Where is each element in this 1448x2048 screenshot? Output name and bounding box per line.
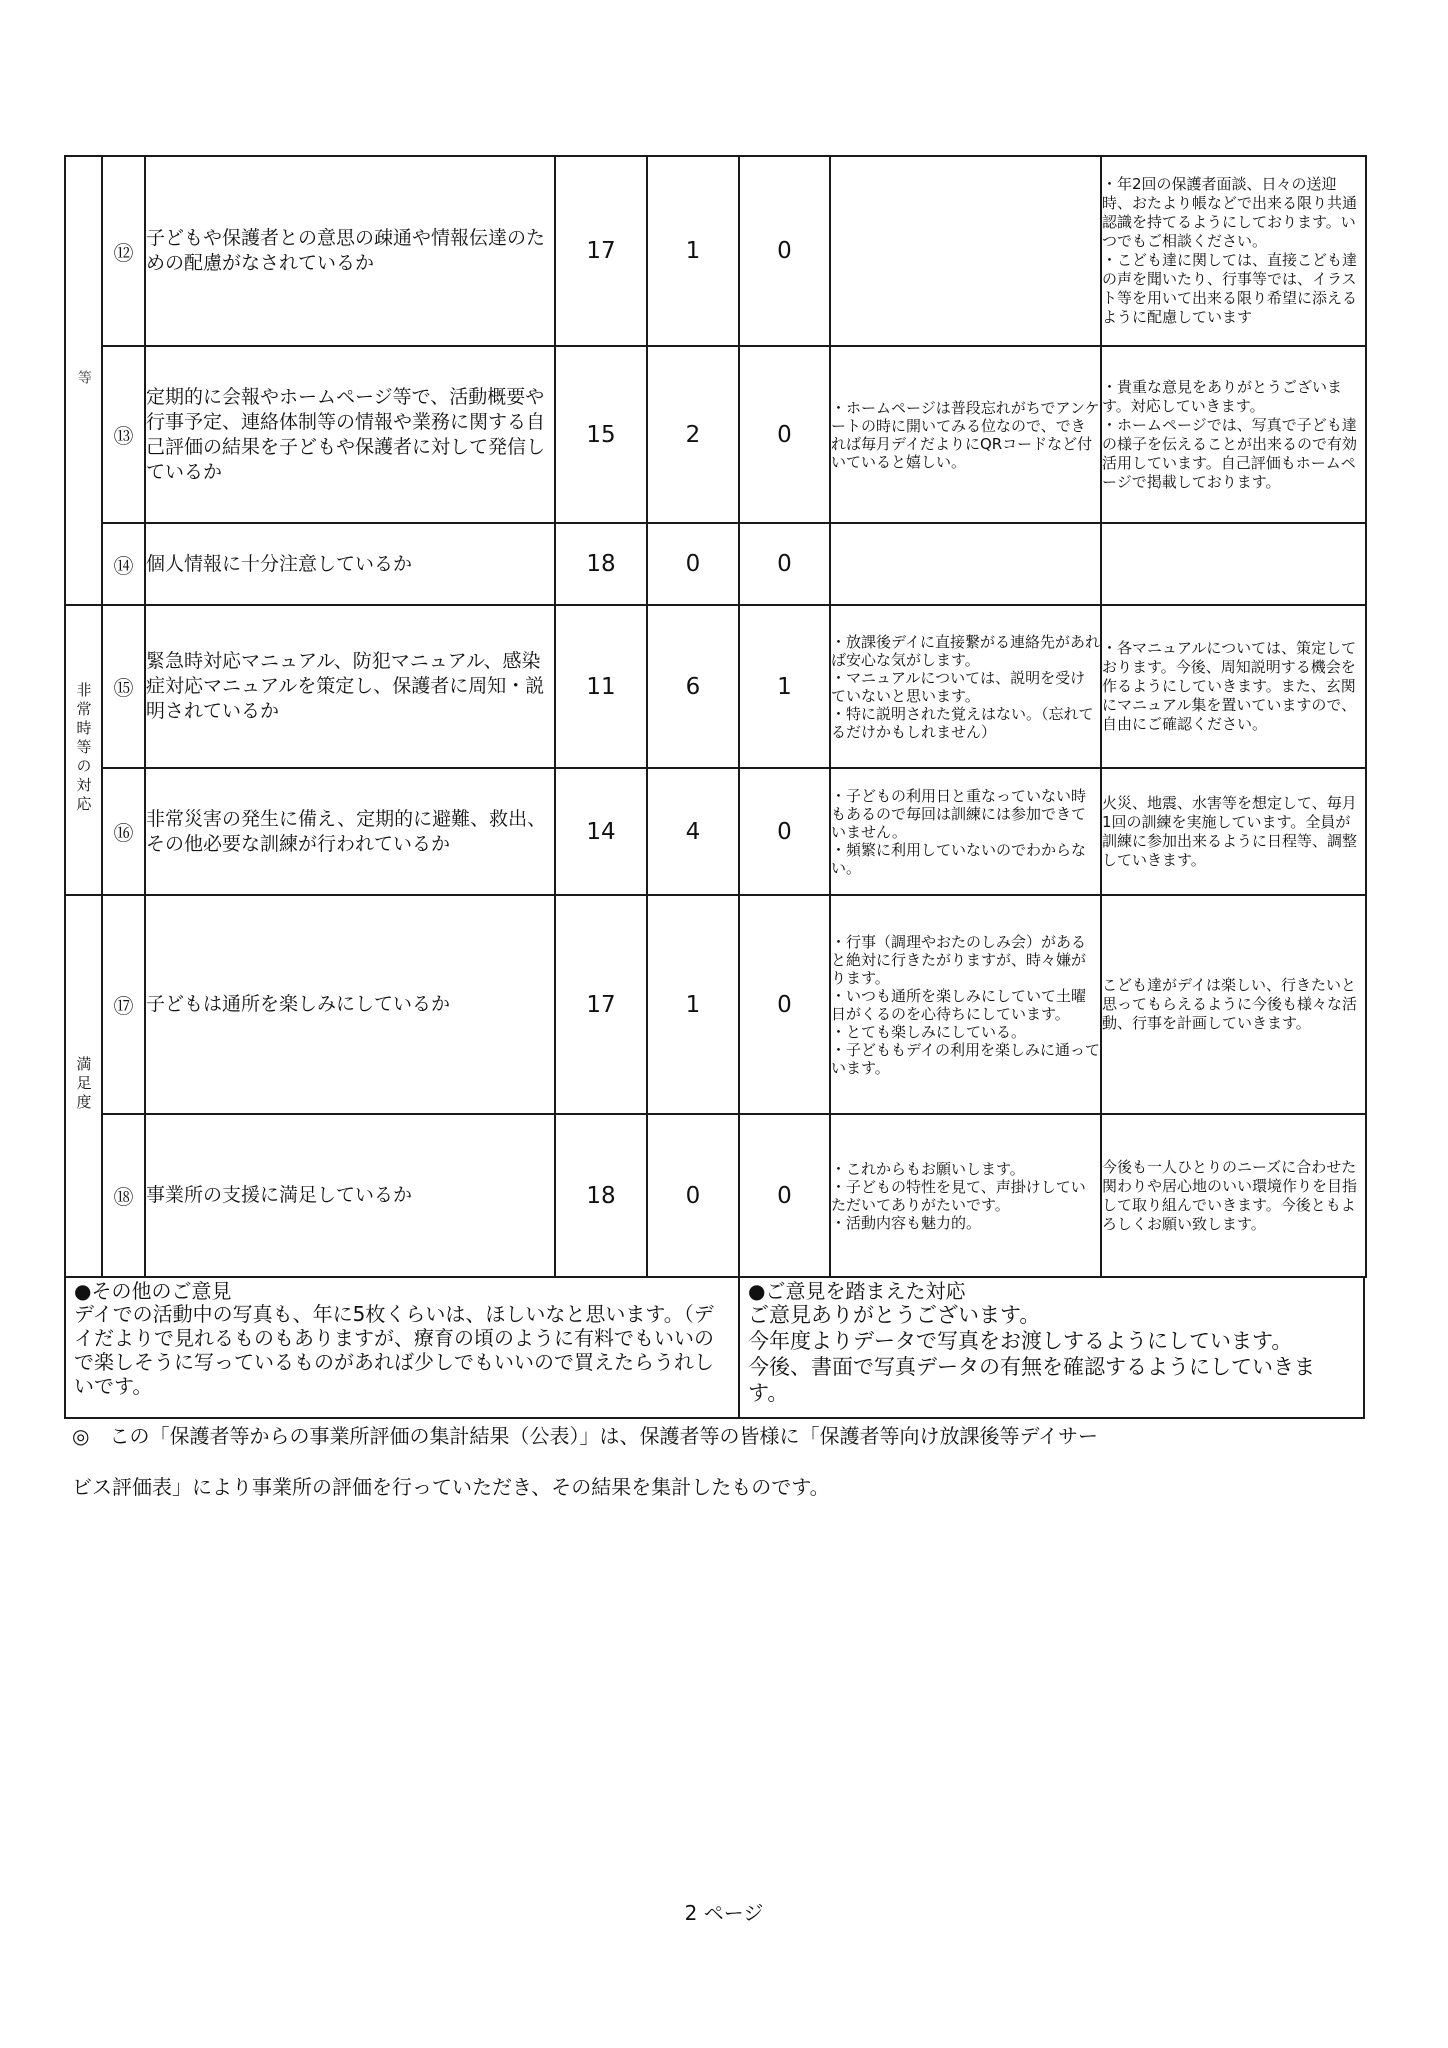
yes-count: 18 [555,1114,647,1277]
table-row [65,605,1366,768]
table-row [65,523,1366,605]
category-label: 満足度 [74,1055,93,1113]
parent-comment: ・行事（調理やおたのしみ会）があると絶対に行きたがりますが、時々嫌がります。 ・いつも通所を楽しみにしていて土曜日がくるのを心待ちにしています。 ・とても楽しみにしている。 ・子どももデイの利用を楽しみに通っています。 [830,895,1101,1114]
footnote-line-1: ◎ この「保護者等からの事業所評価の集計結果（公表）」は、保護者等の皆様に「保護者等向け放課後等デイサー [72,1424,1099,1448]
parent-comment: ・ホームページは普段忘れがちでアンケートの時に開いてみる位なので、できれば毎月デイだよりにQRコードなど付いていると嬉しい。 [830,346,1101,523]
yes-count: 14 [555,768,647,895]
footnote-line-2: ビス評価表」により事業所の評価を行っていただき、その結果を集計したものです。 [72,1475,830,1499]
question-text: 事業所の支援に満足しているか [145,1114,555,1277]
question-text: 定期的に会報やホームページ等で、活動概要や行事予定、連絡体制等の情報や業務に関する自己評価の結果を子どもや保護者に対して発信しているか [145,346,555,523]
yes-count: 11 [555,605,647,768]
evaluation-table [64,155,1367,1278]
question-text: 個人情報に十分注意しているか [145,523,555,605]
table-row [65,156,1366,346]
parent-comment [830,156,1101,346]
other-opinions-text: デイでの活動中の写真も、年に5枚くらいは、ほしいなと思います。（デイだよりで見れるものもありますが、療育の頃のように有料でもいいので楽しそうに写っているものがあれば少しでもいいので買えたらうれしいです。 [74,1302,714,1398]
response-text: ご意見ありがとうございます。 今年度よりデータで写真をお渡しするようにしています。 今後、書面で写真データの有無を確認するようにしていきます。 [748,1303,1315,1405]
parent-comment: ・放課後デイに直接繋がる連絡先があれば安心な気がします。 ・マニュアルについては、説明を受けていないと思います。 ・特に説明された覚えはない。（忘れてるだけかもしれません） [830,605,1101,768]
yes-count: 15 [555,346,647,523]
facility-response: 火災、地震、水害等を想定して、毎月1回の訓練を実施しています。全員が訓練に参加出来るように日程等、調整していきます。 [1101,768,1366,895]
facility-response: 今後も一人ひとりのニーズに合わせた関わりや居心地のいい環境作りを目指して取り組んでいきます。今後ともよろしくお願い致します。 [1101,1114,1366,1277]
question-text: 子どもや保護者との意思の疎通や情報伝達のための配慮がなされているか [145,156,555,346]
no-count: 0 [739,768,830,895]
other-opinions-heading: ●その他のご意見 [74,1279,232,1303]
table-row [65,1114,1366,1277]
parent-comment: ・子どもの利用日と重なっていない時もあるので毎回は訓練には参加できていません。 ・頻繁に利用していないのでわからない。 [830,768,1101,895]
facility-response: ・年2回の保護者面談、日々の送迎時、おたより帳などで出来る限り共通認識を持てるようにしております。いつでもご相談ください。 ・こども達に関しては、直接こども達の声を聞いたり、行事等では、イラスト等を用いて出来る限り希望に添えるように配慮しています [1101,156,1366,346]
parent-comment: ・これからもお願いします。 ・子どもの特性を見て、声掛けしていただいてありがたいです。 ・活動内容も魅力的。 [830,1114,1101,1277]
parent-comment [830,523,1101,605]
category-cell-continued [65,156,102,605]
facility-response [1101,523,1366,605]
unknown-count: 1 [647,156,739,346]
table-row [65,346,1366,523]
category-cell-emergency [65,605,102,895]
item-number: ⑫ [102,156,145,346]
item-number: ⑰ [102,895,145,1114]
question-text: 緊急時対応マニュアル、防犯マニュアル、感染症対応マニュアルを策定し、保護者に周知・説明されているか [145,605,555,768]
table-row [65,895,1366,1114]
unknown-count: 4 [647,768,739,895]
item-number: ⑯ [102,768,145,895]
facility-response: ・貴重な意見をありがとうございます。対応していきます。 ・ホームページでは、写真で子ども達の様子を伝えることが出来るので有効活用しています。自己評価もホームページで掲載しております。 [1101,346,1366,523]
no-count: 0 [739,1114,830,1277]
unknown-count: 1 [647,895,739,1114]
table-row [65,768,1366,895]
opinions-box [64,1276,1365,1419]
category-cell-satisfaction [65,895,102,1277]
category-label: 等 [75,369,92,388]
unknown-count: 0 [647,1114,739,1277]
unknown-count: 6 [647,605,739,768]
no-count: 0 [739,895,830,1114]
unknown-count: 2 [647,346,739,523]
no-count: 0 [739,156,830,346]
yes-count: 18 [555,523,647,605]
facility-response: こども達がデイは楽しい、行きたいと思ってもらえるように今後も様々な活動、行事を計画していきます。 [1101,895,1366,1114]
response-heading: ●ご意見を踏まえた対応 [748,1279,966,1303]
yes-count: 17 [555,156,647,346]
category-label: 非常時等の対応 [74,681,93,815]
item-number: ⑬ [102,346,145,523]
other-opinions-section [66,1278,740,1417]
question-text: 非常災害の発生に備え、定期的に避難、救出、その他必要な訓練が行われているか [145,768,555,895]
no-count: 0 [739,346,830,523]
question-text: 子どもは通所を楽しみにしているか [145,895,555,1114]
response-section [740,1278,1363,1417]
facility-response: ・各マニュアルについては、策定しております。今後、周知説明する機会を作るようにしていきます。また、玄関にマニュアル集を置いていますので、自由にご確認ください。 [1101,605,1366,768]
unknown-count: 0 [647,523,739,605]
yes-count: 17 [555,895,647,1114]
no-count: 0 [739,523,830,605]
item-number: ⑮ [102,605,145,768]
item-number: ⑭ [102,523,145,605]
no-count: 1 [739,605,830,768]
item-number: ⑱ [102,1114,145,1277]
page-number: 2 ページ [684,1901,764,1925]
